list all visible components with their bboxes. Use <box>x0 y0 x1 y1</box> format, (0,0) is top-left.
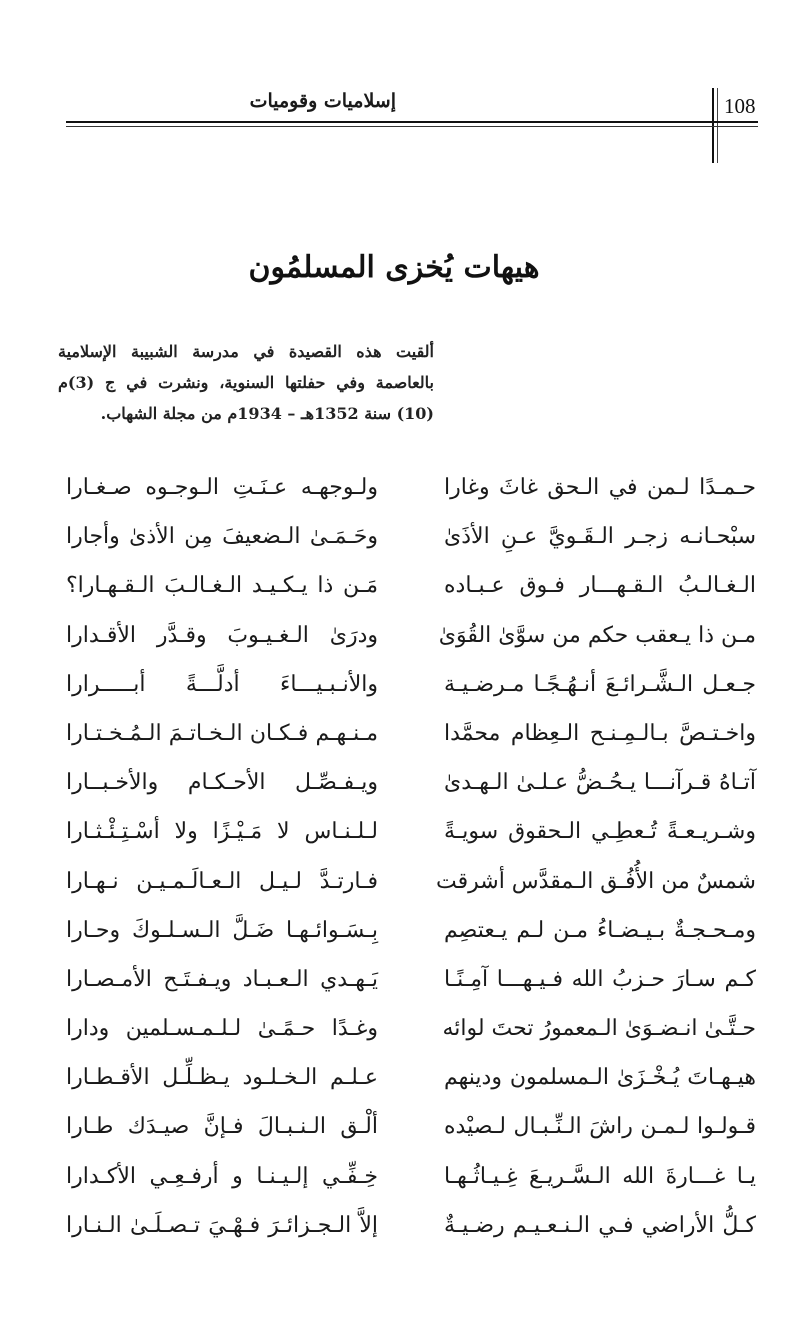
second-hemistich: إلاَّ الـجـزائـرَ فـهْـيَ تـصـلَـىٰ الـنـارا <box>66 1212 378 1238</box>
second-hemistich: وغـدًا حـمًـىٰ لـلـمـسـلمين ودارا <box>66 1016 378 1042</box>
first-hemistich: هيـهـاتَ يُـخْـزَىٰ الـمسلمون ودينهم <box>444 1065 756 1091</box>
second-hemistich: ألْـق الـنـبـالَ فـإنَّ صيـدَك طـارا <box>66 1114 378 1140</box>
verse <box>66 862 756 911</box>
header-rule-thin <box>66 126 758 127</box>
second-hemistich: مـنـهـم فـكـان الـخـاتـمَ الـمُـخـتـارا <box>66 720 378 746</box>
page-number: 108 <box>724 94 756 118</box>
verse <box>66 714 756 763</box>
verse <box>66 1009 756 1058</box>
verse <box>66 1206 756 1255</box>
second-hemistich: يَـهـدي الـعـبـاد ويـفـتَـح الأمـصـارا <box>66 966 378 992</box>
first-hemistich: مـن ذا يـعقب حكم من سوَّىٰ القُوَىٰ <box>438 622 756 648</box>
first-hemistich: يـا غـــارةَ الله الـسَّـريـعَ غِـيـاثُـهـا <box>444 1163 756 1189</box>
verse <box>66 517 756 566</box>
intro-line: ألقيت هذه القصيدة في مدرسة الشبيبة الإسلامية <box>58 342 434 361</box>
first-hemistich: وشـريـعـةً تُـعطِـي الـحقوق سويـةً <box>444 819 756 845</box>
verse <box>66 665 756 714</box>
first-hemistich: الـغـالـبُ الـقـهـــار فـوق عـبـاده <box>444 573 756 599</box>
second-hemistich: والأنـبـيـــاءَ أدلَّـــةً أبـــــرارا <box>66 671 378 697</box>
second-hemistich: عـلـم الـخـلـود يـظـلِّـل الأقـطـارا <box>66 1065 378 1091</box>
header-rule <box>66 121 758 123</box>
first-hemistich: قـولـوا لـمـن راشَ الـنِّـبـال لـصيْده <box>444 1114 756 1140</box>
second-hemistich: مَـن ذا يـكـيـد الـغـالـبَ الـقـهـارا؟ <box>66 573 378 599</box>
intro-line: (10) سنة 1352هـ – 1934م من مجلة الشهاب. <box>100 404 434 423</box>
first-hemistich: كـم سـارَ حـزبُ الله فـيـهـــا آمِـنًـا <box>444 966 756 992</box>
second-hemistich: ولـوجهـه عـنَـتِ الـوجـوه صـغـارا <box>66 475 378 500</box>
running-head: إسلاميات وقوميات <box>249 90 396 112</box>
verse <box>66 616 756 665</box>
verse <box>66 960 756 1009</box>
verse <box>66 812 756 861</box>
first-hemistich: سبْحـانـه زجـر الـقَـويَّ عـنِ الأذَىٰ <box>444 524 756 550</box>
second-hemistich: بِـسَـوائـهـا ضَـلَّ الـسـلـوكَ وحـارا <box>66 917 378 943</box>
second-hemistich: وحَـمَـىٰ الـضعيفَ مِن الأذىٰ وأجارا <box>66 524 378 550</box>
first-hemistich: واخـتـصَّ بـالـمِـنـح الـعِظام محمَّدا <box>444 720 756 746</box>
first-hemistich: حـمـدًا لـمن في الـحق غاثَ وغارا <box>444 475 756 500</box>
verse <box>66 1107 756 1156</box>
second-hemistich: خِـفِّـي إلـيـنـا و أرفـعِـي الأكـدارا <box>66 1163 378 1189</box>
first-hemistich: آتـاهُ قـرآنـــا يـحُـضُّ عـلـىٰ الـهـدىٰ <box>444 770 756 796</box>
second-hemistich: لـلـنـاس لا مَـيْـزًا ولا أسْـتِـئْـثـارا <box>66 819 378 845</box>
second-hemistich: فـارتـدَّ لـيـل الـعـالَـمـيـن نـهـارا <box>66 868 378 894</box>
second-hemistich: ودرَىٰ الـغـيـوبَ وقـدَّر الأقـدارا <box>66 622 378 648</box>
verse <box>66 911 756 960</box>
first-hemistich: ومـحـجـةٌ بـيـضـاءُ مـن لـم يـعتصِم <box>444 917 756 943</box>
intro-line: بالعاصمة وفي حفلتها السنوية، ونشرت في ج (3)م <box>58 373 434 392</box>
intro-paragraph <box>58 336 434 429</box>
second-hemistich: ويـفـصِّـل الأحـكـام والأخـبــارا <box>66 770 378 796</box>
first-hemistich: حـتَّـىٰ انـضـوَىٰ الـمعمورُ تحتَ لوائه <box>442 1016 756 1042</box>
poem-title: هيهات يُخزى المسلمُون <box>248 250 540 285</box>
verse <box>66 566 756 615</box>
first-hemistich: جـعـل الـشَّـرائـعَ أنـهُـجًـا مـرضـيـة <box>444 671 756 697</box>
verse <box>66 763 756 812</box>
first-hemistich: شمسٌ من الأُفُـق الـمقدَّس أشرقت <box>436 868 756 894</box>
verse <box>66 1157 756 1206</box>
verse <box>66 1058 756 1107</box>
poem-body <box>66 468 756 1255</box>
first-hemistich: كـلُّ الأراضي فـي الـنـعـيـم رضـيـةٌ <box>444 1212 756 1238</box>
verse <box>66 468 756 517</box>
